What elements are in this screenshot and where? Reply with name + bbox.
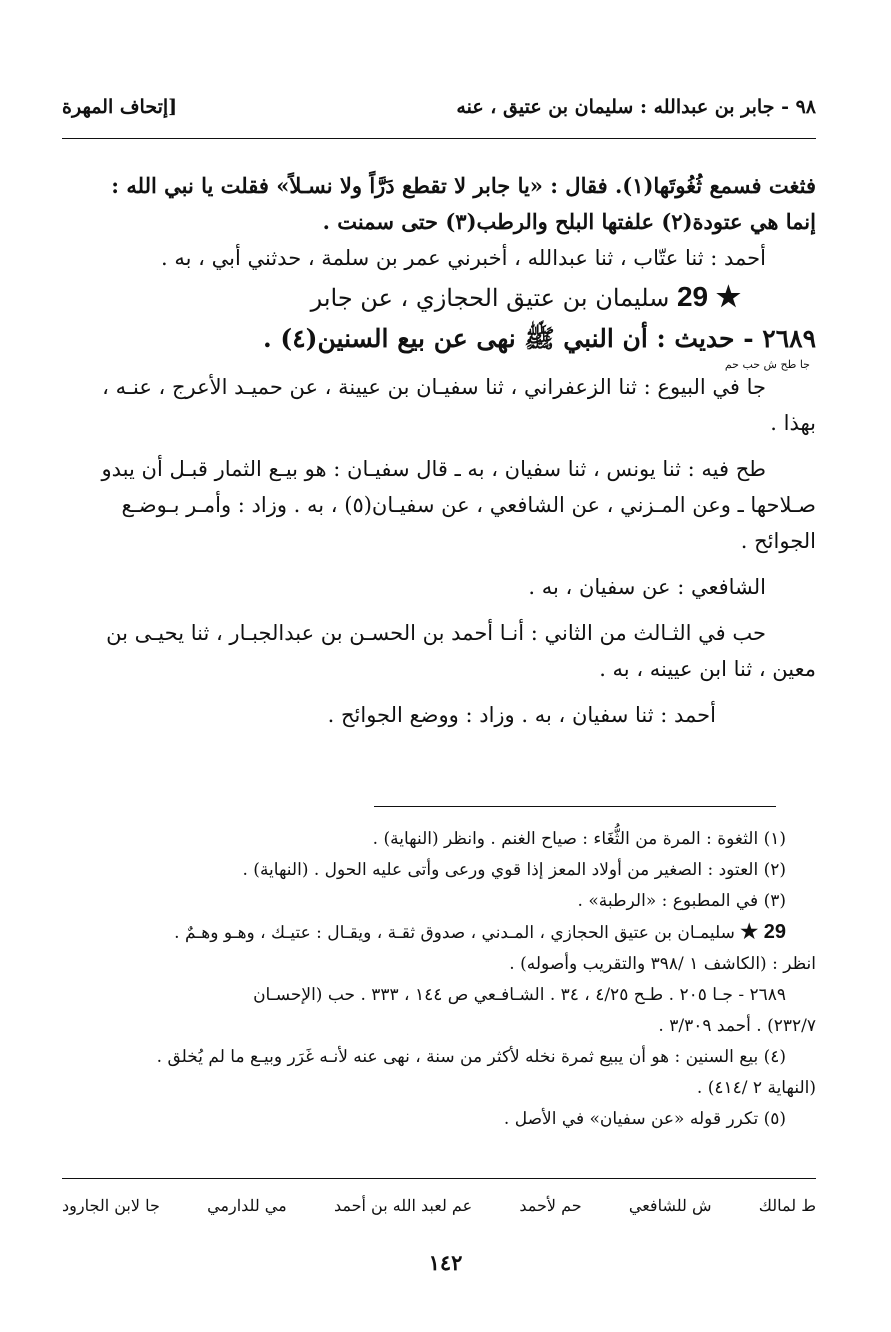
page-number: ١٤٢: [428, 1250, 463, 1275]
abbreviation-item: جا لابن الجارود: [62, 1196, 160, 1215]
footnotes: [62, 824, 816, 1135]
footnote-continuation: ٢٣٢/٧) . أحمد ٣/٣٠٩ .: [658, 1016, 816, 1036]
abbreviation-item: مي للدارمي: [207, 1196, 287, 1215]
hadith-source-codes: جا طح ش حب حم: [724, 358, 810, 371]
main-text: [62, 168, 816, 733]
header-book-title: [إتحاف المهرة: [62, 96, 178, 118]
narration-ahmad: أحمد : ثنا عتّاب ، ثنا عبدالله ، أخبرني عمر بن سلمة ، حدثني أبي ، به .: [161, 246, 766, 270]
abbreviation-item: ش للشافعي: [628, 1196, 712, 1215]
footnote-text: سليمـان بن عتيق الحجازي ، المـدني ، صدوق ثقـة ، ويقـال : عتيـك ، وهـو وهـمٌ .: [174, 923, 735, 943]
footnote-continuation: انظر : (الكاشف ١ /٣٩٨ والتقريب وأصوله) .: [509, 954, 816, 974]
footnote: (١) الثغوة : المرة من الثُّغَاء : صياح الغنم . وانظر (النهاية) .: [372, 829, 786, 849]
paragraph-line: إنما هي عتودة(٢) علفتها البلح والرطب(٣) حتى سمنت .: [322, 209, 816, 234]
narration-shafii: الشافعي : عن سفيان ، به .: [528, 575, 766, 599]
paragraph-line: بهذا .: [770, 411, 816, 435]
footnote: (٥) تكرر قوله «عن سفيان» في الأصل .: [503, 1109, 786, 1129]
header-rule: [62, 138, 816, 139]
footnote: (٢) العتود : الصغير من أولاد المعز إذا قوي ورعى وأتى عليه الحول . (النهاية) .: [242, 860, 786, 880]
section-heading: [62, 276, 816, 319]
footnote: [62, 917, 816, 949]
footnote-number: 29 ★: [740, 921, 786, 943]
paragraph-line: صـلاحها ـ وعن المـزني ، عن الشافعي ، عن سفيـان(٥) ، به . وزاد : وأمـر بـوضـع: [121, 493, 816, 517]
footnote-rule: [374, 806, 776, 807]
header-chapter-title: ٩٨ - جابر بن عبدالله : سليمان بن عتيق ، عنه: [456, 96, 816, 118]
abbreviation-item: عم لعبد الله بن أحمد: [333, 1196, 473, 1215]
paragraph-line: الجوائح .: [740, 529, 816, 553]
bottom-rule: [62, 1178, 816, 1179]
footnote: (٤) بيع السنين : هو أن يبيع ثمرة نخله لأكثر من سنة ، نهى عنه لأنـه غَرَر وبيـع ما لم يُخلق .: [156, 1047, 786, 1067]
paragraph-line: حب في الثـالث من الثاني : أنـا أحمد بن الحسـن بن عبدالجبـار ، ثنا يحيـى بن: [106, 621, 766, 645]
footnote: (٣) في المطبوع : «الرطبة» .: [577, 891, 786, 911]
section-title: سليمان بن عتيق الحجازي ، عن جابر: [310, 284, 670, 312]
paragraph-line: معين ، ثنا ابن عيينه ، به .: [599, 657, 816, 681]
abbreviation-item: ط لمالك: [758, 1196, 816, 1215]
section-number: 29 ★: [676, 281, 741, 312]
hadith-heading: ٢٦٨٩ - حديث : أن النبي ﷺ نهى عن بيع السنين(٤) .: [262, 324, 816, 353]
narration-ahmad-2: أحمد : ثنا سفيان ، به . وزاد : ووضع الجوائح .: [327, 703, 716, 727]
paragraph-line: فثغت فسمع ثُغُوتَها(١). فقال : «يا جابر لا تقطع دَرَّاً ولا نسـلاً» فقلت يا نبي الله :: [111, 173, 816, 198]
abbreviation-item: حم لأحمد: [519, 1196, 582, 1215]
abbreviation-key: [62, 1196, 816, 1215]
running-header: [62, 92, 816, 122]
paragraph-line: طح فيه : ثنا يونس ، ثنا سفيان ، به ـ قال سفيـان : هو بيـع الثمار قبـل أن يبدو: [101, 457, 766, 481]
footnote: ٢٦٨٩ - جـا ٢٠٥ . طـح ٤/٢٥ ، ٣٤ . الشـافـعي ص ١٤٤ ، ٣٣٣ . حب (الإحسـان: [253, 985, 786, 1005]
footnote-continuation: (النهاية ٢ /٤١٤) .: [696, 1078, 816, 1098]
paragraph-line: جا في البيوع : ثنا الزعفراني ، ثنا سفيـان بن عيينة ، عن حميـد الأعرج ، عنـه ،: [102, 375, 766, 399]
